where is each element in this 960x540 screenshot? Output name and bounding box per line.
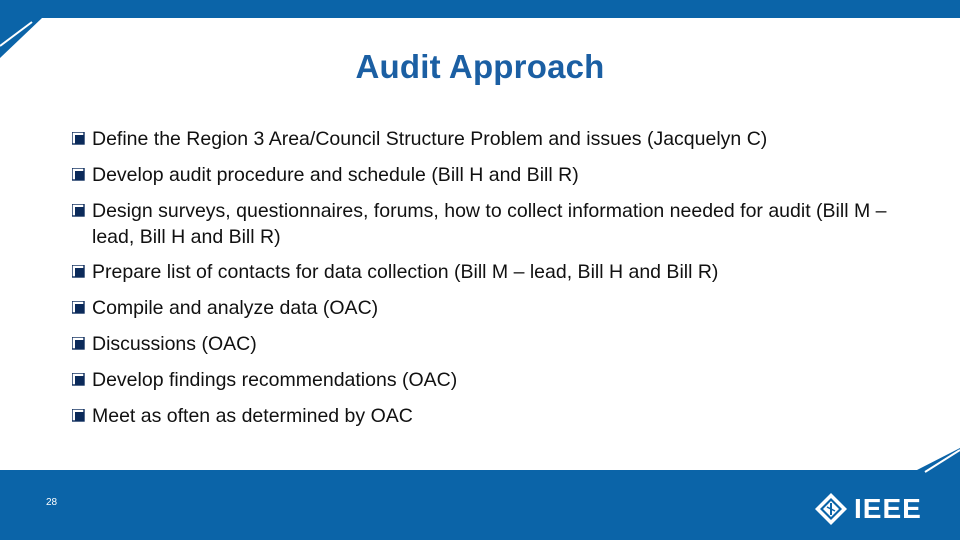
bullet-box-icon [72, 409, 85, 422]
bullet-item [72, 295, 912, 321]
bullet-box-icon [72, 301, 85, 314]
bullet-item [72, 198, 912, 250]
bullet-box-icon [72, 168, 85, 181]
bullet-text: Define the Region 3 Area/Council Structure Problem and issues (Jacquelyn C) [92, 128, 768, 150]
bullet-item [72, 162, 912, 188]
bullet-box-icon [72, 373, 85, 386]
bullet-list [72, 126, 912, 438]
bullet-text: Compile and analyze data (OAC) [92, 297, 379, 320]
bullet-box-icon [72, 265, 85, 278]
bullet-text: Design surveys, questionnaires, forums, how to collect information needed for audit (Bill M – lead, Bill H and Bill R) [92, 199, 887, 248]
bullet-box-icon [72, 132, 85, 145]
logo-text: IEEE [854, 493, 922, 524]
bullet-box-icon [72, 337, 85, 350]
bullet-text: Prepare list of contacts for data collection (Bill M – lead, Bill H and Bill R) [92, 261, 719, 284]
bullet-text: Develop audit procedure and schedule (Bill H and Bill R) [92, 163, 579, 186]
bullet-text: Meet as often as determined by OAC [92, 404, 413, 427]
bullet-item [72, 259, 912, 285]
bullet-text: Develop findings recommendations (OAC) [92, 368, 458, 391]
slide-title: Audit Approach [355, 48, 605, 85]
bullet-item [72, 126, 912, 152]
bullet-item [72, 403, 912, 429]
page-number: 28 [46, 497, 58, 508]
ieee-logo [814, 492, 922, 526]
bullet-item [72, 367, 912, 393]
bullet-item [72, 331, 912, 357]
ieee-diamond-icon [814, 492, 848, 526]
bullet-box-icon [72, 204, 85, 217]
bullet-text: Discussions (OAC) [92, 332, 257, 355]
